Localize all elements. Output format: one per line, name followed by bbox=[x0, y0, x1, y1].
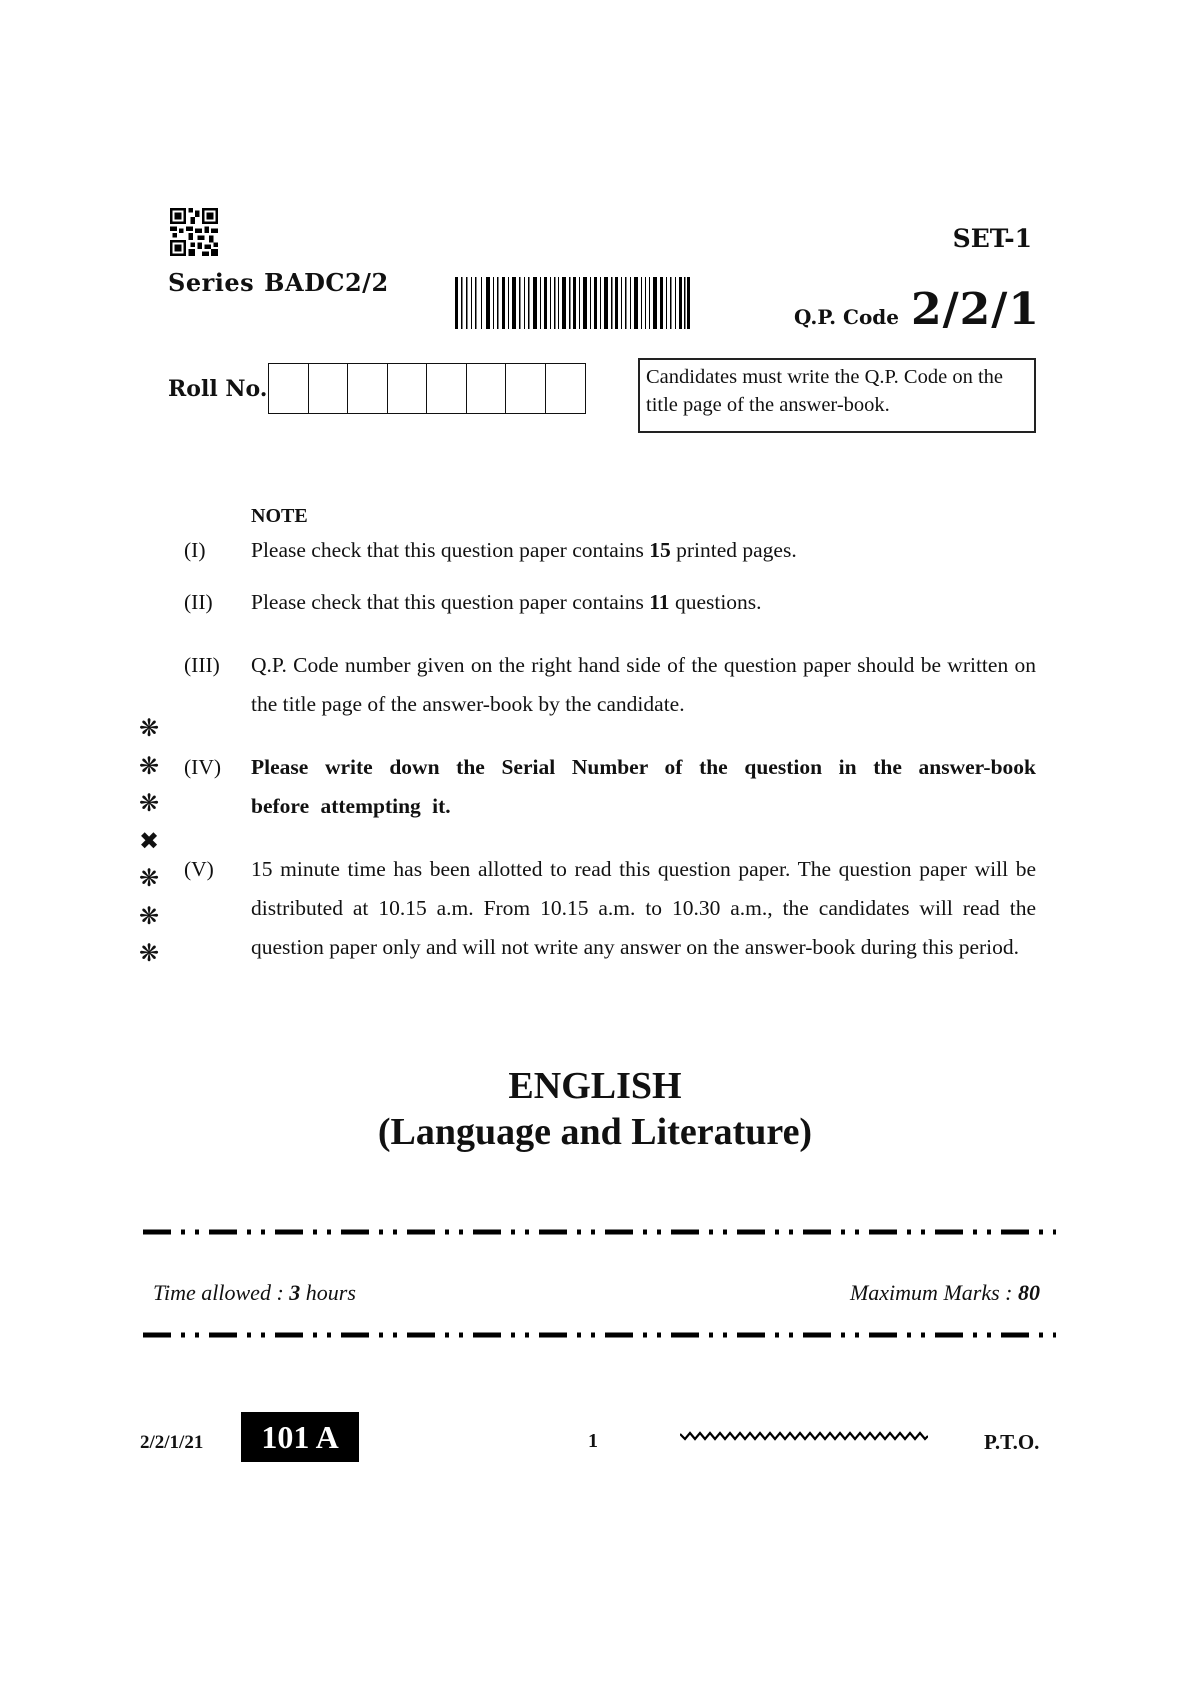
dash-dot-divider bbox=[143, 1332, 1056, 1338]
paper-badge: 101 A bbox=[241, 1412, 359, 1462]
dash-dot-divider bbox=[143, 1229, 1056, 1235]
note-text: Please check that this question paper contains 15 printed pages. bbox=[251, 538, 797, 562]
qp-code-label: Q.P. Code bbox=[793, 305, 899, 329]
roll-no-digit-box[interactable] bbox=[348, 364, 388, 413]
note-item bbox=[184, 646, 1036, 724]
set-label: SET-1 bbox=[952, 224, 1032, 253]
asterisk-icon: ❋ bbox=[138, 939, 160, 967]
qp-code bbox=[794, 284, 1040, 335]
barcode-icon bbox=[455, 277, 690, 329]
maximum-marks: Maximum Marks : 80 bbox=[849, 1280, 1040, 1305]
subject-subtitle: (Language and Literature) bbox=[377, 1111, 813, 1153]
subject-title: ENGLISH bbox=[508, 1065, 682, 1107]
roll-no-digit-box[interactable] bbox=[269, 364, 309, 413]
time-allowed: Time allowed : 3 hours bbox=[153, 1280, 356, 1305]
roll-no-digit-box[interactable] bbox=[506, 364, 546, 413]
series-info bbox=[168, 268, 389, 297]
series-code: BADC2/2 bbox=[264, 268, 389, 297]
note-item bbox=[184, 850, 1036, 967]
note-number: (V) bbox=[184, 857, 214, 881]
paper-code: 2/2/1/21 bbox=[140, 1432, 204, 1453]
side-markers bbox=[136, 715, 162, 978]
note-heading: NOTE bbox=[251, 505, 308, 527]
note-number: (I) bbox=[184, 538, 206, 562]
wavy-line-icon bbox=[680, 1428, 928, 1444]
roll-no-digit-box[interactable] bbox=[388, 364, 428, 413]
asterisk-icon: ❋ bbox=[138, 901, 160, 930]
qr-code-icon bbox=[170, 208, 218, 256]
asterisk-icon: ❋ bbox=[138, 714, 160, 742]
roll-no-digit-box[interactable] bbox=[427, 364, 467, 413]
note-number: (IV) bbox=[184, 755, 222, 779]
roll-no-digit-box[interactable] bbox=[546, 364, 586, 413]
page-number: 1 bbox=[588, 1430, 598, 1452]
qp-code-notice-box: Candidates must write the Q.P. Code on the title page of the answer-book. bbox=[638, 358, 1036, 433]
note-text: 15 minute time has been allotted to read this question paper. The question paper will be distributed at 10.15 a.m. From 10.15 a.m. to 10.30 a.m., the candidates will read the question paper only and will not write any answer on the answer-book during this period. bbox=[251, 857, 1036, 959]
note-text: Please check that this question paper contains 11 questions. bbox=[251, 590, 762, 614]
roll-no-digit-box[interactable] bbox=[309, 364, 349, 413]
pto-label: P.T.O. bbox=[984, 1430, 1040, 1454]
note-item bbox=[184, 583, 1036, 622]
note-number: (II) bbox=[184, 590, 213, 614]
asterisk-icon: ❋ bbox=[138, 751, 160, 780]
cross-icon: ✖ bbox=[138, 826, 160, 855]
qp-code-value: 2/2/1 bbox=[911, 284, 1040, 335]
asterisk-icon: ❋ bbox=[138, 789, 160, 817]
note-text: Please write down the Serial Number of the question in the answer-book before attempting it. bbox=[251, 755, 1036, 818]
series-label: Series bbox=[168, 268, 255, 297]
roll-no-label: Roll No. bbox=[168, 376, 268, 402]
note-number: (III) bbox=[184, 653, 220, 677]
note-item bbox=[184, 531, 1036, 570]
note-item bbox=[184, 748, 1036, 826]
note-text: Q.P. Code number given on the right hand side of the question paper should be written on the title page of the answer-book by the candidate. bbox=[251, 653, 1036, 716]
roll-no-boxes[interactable] bbox=[268, 363, 586, 414]
roll-no-digit-box[interactable] bbox=[467, 364, 507, 413]
asterisk-icon: ❋ bbox=[138, 864, 160, 892]
